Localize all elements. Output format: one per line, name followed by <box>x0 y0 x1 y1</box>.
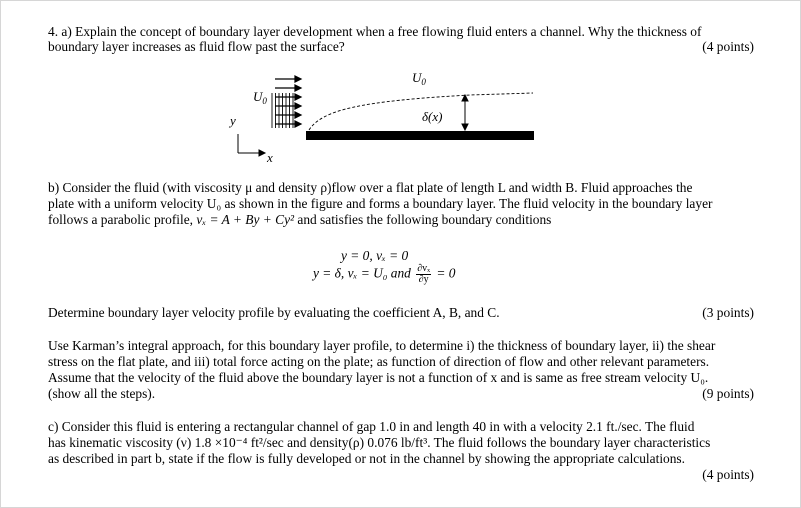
boundary-layer-curve <box>309 93 533 130</box>
determine-row <box>48 305 754 320</box>
karman-line3: Assume that the velocity of the fluid above the boundary layer is not a function of x and is same as free stream velocity U₀. <box>48 370 709 385</box>
delta-label: δ(x) <box>422 109 443 124</box>
q4b-line3 <box>48 212 754 227</box>
q4b-line3-prefix: follows a parabolic profile, <box>48 212 197 227</box>
delta-arrow <box>462 95 468 130</box>
boundary-condition-2 <box>313 264 455 285</box>
q4c-line2: has kinematic viscosity (ν) 1.8 ×10⁻⁴ ft²/sec and density(ρ) 0.076 lb/ft³. The fluid follows the boundary layer characteristics <box>48 435 711 450</box>
y-axis-label: y <box>230 113 236 128</box>
karman-line4-row <box>48 386 754 401</box>
flat-plate <box>306 131 534 140</box>
x-axis-label: x <box>267 150 273 165</box>
karman-line2: stress on the flat plate, and iii) total force acting on the plate; as function of direction of flow and other relevant parameters. <box>48 354 710 369</box>
boundary-condition-1: y = 0, vₓ = 0 <box>341 248 409 263</box>
q4a-line1: 4. a) Explain the concept of boundary layer development when a free flowing fluid enters a channel. Why the thickness of <box>48 24 702 39</box>
q4c-line3: as described in part b, state if the flow is fully developed or not in the channel by showing the appropriate calculations. <box>48 451 685 466</box>
q4b-line3-suffix: and satisfies the following boundary conditions <box>294 212 552 227</box>
q4b-line2: plate with a uniform velocity U₀ as shown in the figure and forms a boundary layer. The fluid velocity in the boundary layer <box>48 196 713 211</box>
bc2-right: = 0 <box>433 265 456 281</box>
bc2-left: y = δ, vₓ = U₀ and <box>313 265 415 281</box>
determine-text: Determine boundary layer velocity profile by evaluating the coefficient A, B, and C. <box>48 305 500 320</box>
coordinate-axes <box>238 134 265 156</box>
velocity-profile-lines <box>272 93 293 128</box>
karman-line1: Use Karman’s integral approach, for this boundary layer profile, to determine i) the thickness of boundary layer, ii) the shear <box>48 338 716 353</box>
q4c-points: (4 points) <box>702 467 754 482</box>
q4c-points-row <box>48 467 754 482</box>
determine-points: (3 points) <box>702 305 754 320</box>
q4b-line1: b) Consider the fluid (with viscosity μ and density ρ)flow over a flat plate of length L and width B. Fluid approaches the <box>48 180 693 195</box>
partial-derivative: $\frac{\text{∂vₓ}}{\partial y}$ <box>417 263 431 285</box>
u0-top-label: $U_0$ <box>412 70 426 87</box>
karman-line4: (show all the steps). <box>48 386 156 401</box>
u0-left-label: $U_0$ <box>253 89 267 106</box>
q4a-line2: boundary layer increases as fluid flow past the surface? <box>48 39 345 54</box>
velocity-profile-formula: vₓ = A + By + Cy² <box>196 212 295 227</box>
karman-points: (9 points) <box>702 386 754 401</box>
q4c-line1: c) Consider this fluid is entering a rectangular channel of gap 1.0 in and length 40 in with a velocity 2.1 ft./sec. The fluid <box>48 419 695 434</box>
q4a-points: (4 points) <box>702 39 754 54</box>
